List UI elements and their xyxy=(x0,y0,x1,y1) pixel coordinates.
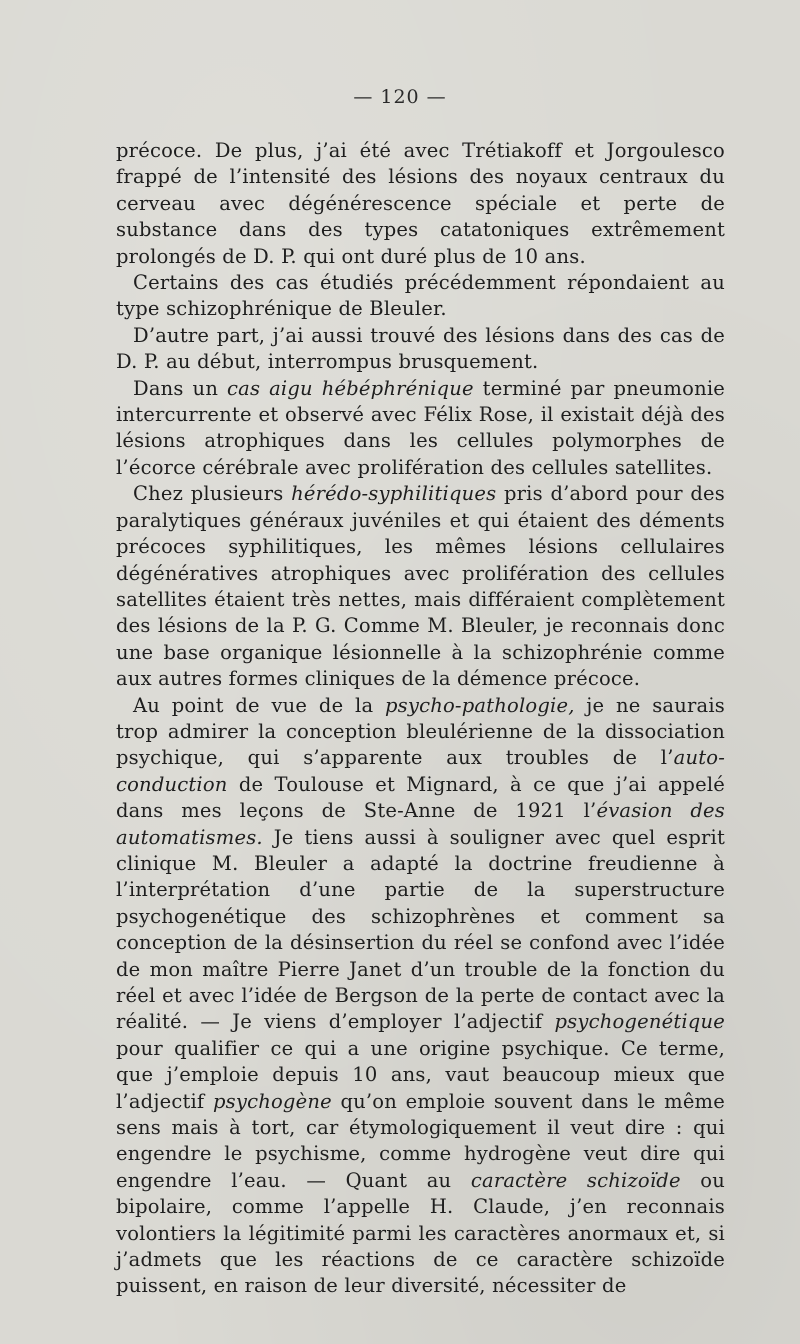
text-run: D’autre part, j’ai aussi trouvé des lésions dans des cas de D. P. au début, interrompus brusquement. xyxy=(116,323,725,374)
text-run: Je tiens aussi à souligner avec quel esprit clinique M. Bleuler a adapté la doctrine freudienne à l’interprétation d’une partie de la superstructure psychogenétique des schizophrènes et comment sa conception de la désinsertion du réel se confond avec l’idée de mon maître Pierre Janet d’un trouble de la fonction du réel et avec l’idée de Bergson de la perte de contact avec la réalité. — Je viens d’employer l’adjectif xyxy=(116,825,725,1034)
text-run: de Toulouse et Mignard, à ce que j’ai appelé dans mes leçons de Ste-Anne de 1921 l’ xyxy=(116,772,725,823)
page-number: — 120 — xyxy=(353,86,447,108)
italic-phrase: auto-conduction xyxy=(116,746,725,796)
body-text xyxy=(116,138,725,1300)
text-run: Dans un xyxy=(133,376,228,400)
text-run: Au point de vue de la xyxy=(133,693,385,717)
italic-phrase: psychogenétique xyxy=(554,1010,725,1034)
paragraph-p5 xyxy=(116,481,725,692)
paragraph-p1 xyxy=(116,138,725,270)
text-run: Certains des cas étudiés précédemment répondaient au type schizophrénique de Bleuler. xyxy=(116,271,725,321)
italic-phrase: psychogène xyxy=(212,1089,332,1113)
paragraph-p6 xyxy=(116,693,725,1300)
text-run: pour qualifier ce qui a une origine psychique. Ce terme, que j’emploie depuis 10 ans, vaut beaucoup mieux que l’adjectif xyxy=(116,1036,725,1113)
paragraph-p2 xyxy=(116,270,725,323)
text-run: qu’on emploie souvent dans le même sens mais à tort, car étymologiquement il veut dire : qui engendre le psychisme, comme hydrogène veut dire qui engendre l’eau. — Quant au xyxy=(116,1089,725,1192)
paragraph-p3 xyxy=(116,323,725,376)
text-run: terminé par pneumonie intercurrente et observé avec Félix Rose, il existait déjà des lésions atrophiques dans les cellules polymorphes de l’écorce cérébrale avec prolifération des cellules satellites. xyxy=(116,376,725,479)
text-run: précoce. De plus, j’ai été avec Trétiakoff et Jorgoulesco frappé de l’intensité des lésions des noyaux centraux du cerveau avec dégénérescence spéciale et perte de substance dans des types catatoniques extrêmement prolongés de D. P. qui ont duré plus de 10 ans. xyxy=(116,139,725,268)
italic-phrase: psycho-pathologie, xyxy=(385,693,575,717)
italic-phrase: cas aigu hébéphrénique xyxy=(227,376,474,400)
italic-phrase: hérédo-syphilitiques xyxy=(291,482,497,506)
text-run: ou bipolaire, comme l’appelle H. Claude, j’en reconnais volontiers la légitimité parmi les caractères anormaux et, si j’admets que les réactions de ce caractère schizoïde puissent, en raison de leur diversité, nécessiter de xyxy=(116,1168,725,1298)
text-run: je ne saurais trop admirer la conception bleulérienne de la dissociation psychique, qui s’apparente aux troubles de l’ xyxy=(116,693,725,770)
paragraph-p4 xyxy=(116,376,725,482)
italic-phrase: caractère schizoïde xyxy=(470,1168,681,1192)
text-run: pris d’abord pour des paralytiques généraux juvéniles et qui étaient des déments précoces syphilitiques, les mêmes lésions cellulaires dégénératives atrophiques avec prolifération des cellules satellites étaient très nettes, mais différaient complètement des lésions de la P. G. Comme M. Bleuler, je reconnais donc une base organique lésionnelle à la schizophrénie comme aux autres formes cliniques de la démence précoce. xyxy=(116,482,725,691)
italic-phrase: évasion des automatismes. xyxy=(116,799,725,849)
text-run: Chez plusieurs xyxy=(133,482,292,506)
